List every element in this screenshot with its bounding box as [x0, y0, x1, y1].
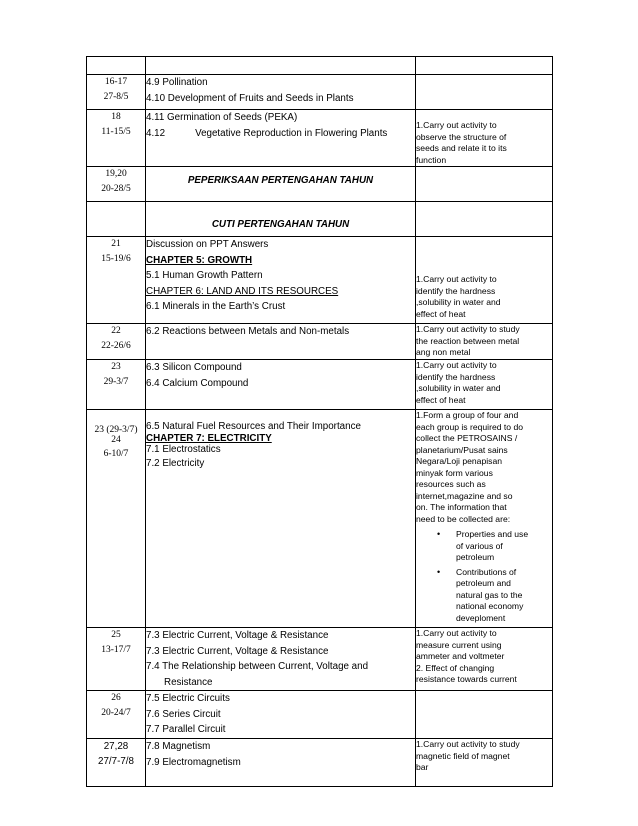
table-row [87, 324, 553, 360]
activity-cell [416, 691, 553, 739]
topic-line [146, 126, 415, 142]
activity-line: each group is required to do [416, 421, 524, 432]
topic-line: 4.10 Development of Fruits and Seeds in Plants [146, 92, 354, 104]
topic-cell [146, 110, 416, 167]
topic-cell [146, 324, 416, 360]
topic-line: 4.11 Germination of Seeds (PEKA) [146, 112, 298, 123]
activity-line: measure current using [416, 639, 502, 650]
week-cell [87, 360, 146, 410]
activity-line: observe the structure of [416, 131, 507, 142]
week-number: 23 [111, 362, 121, 372]
table-row [87, 628, 553, 691]
topic-line: 4.9 Pollination [146, 77, 208, 88]
week-cell [87, 324, 146, 360]
week-number: 27,28 [103, 741, 129, 752]
chapter-heading: CHAPTER 5: GROWTH [146, 254, 253, 266]
lesson-plan-table [86, 56, 553, 787]
week-cell [87, 57, 146, 75]
activity-cell [416, 628, 553, 691]
table-row [87, 202, 553, 237]
week-number: 19,20 [105, 169, 127, 179]
activity-cell [416, 410, 553, 628]
week-dates: 20-24/7 [101, 708, 131, 718]
activity-line: planetarium/Pusat sains [416, 444, 508, 455]
table-row [87, 57, 553, 75]
week-cell [87, 110, 146, 167]
topic-cell [146, 628, 416, 691]
topic-title: Vegetative Reproduction in Flowering Plants [195, 127, 388, 139]
week-number: 18 [111, 112, 121, 122]
week-dates: 27/7-7/8 [98, 756, 134, 767]
activity-line: 1.Carry out activity to [416, 628, 497, 638]
week-cell [87, 75, 146, 110]
topic-line: 7.4 The Relationship between Current, Voltage and [146, 661, 369, 672]
topic-line: 5.1 Human Growth Pattern [146, 270, 263, 281]
activity-line: Negara/Loji penapisan [416, 456, 503, 466]
activity-line: 1.Carry out activity to [416, 274, 497, 284]
activity-cell [416, 739, 553, 787]
activity-cell [416, 167, 553, 202]
topic-line: 7.3 Electric Current, Voltage & Resistance [146, 645, 329, 657]
week-number: 24 [111, 435, 121, 445]
activity-line: on. The information that [416, 502, 507, 512]
week-number: 23 (29-3/7) [94, 425, 138, 435]
activity-line: resistance towards current [416, 674, 517, 684]
topic-line: 6.3 Silicon Compound [146, 362, 242, 373]
topic-line: 7.3 Electric Current, Voltage & Resistance [146, 630, 329, 641]
week-number: 22 [111, 326, 121, 336]
bullet-line: petroleum [456, 552, 495, 562]
topic-number: 4.12 [146, 127, 166, 139]
topic-line: Resistance [164, 676, 213, 688]
activity-line: resources such as [416, 479, 486, 489]
topic-cell [146, 739, 416, 787]
table-row [87, 167, 553, 202]
topic-line: 6.2 Reactions between Metals and Non-metals [146, 326, 350, 337]
bullet-line: Properties and use [456, 529, 529, 539]
week-cell [87, 237, 146, 324]
week-dates: 6-10/7 [103, 449, 129, 459]
week-dates: 15-19/6 [101, 254, 131, 264]
table-row [87, 360, 553, 410]
table-row [87, 739, 553, 787]
bullet-icon: • [437, 529, 441, 539]
holiday-heading: CUTI PERTENGAHAN TAHUN [146, 202, 416, 237]
bullet-icon: • [437, 566, 441, 577]
chapter-heading: CHAPTER 6: LAND AND ITS RESOURCES [146, 285, 339, 297]
table-row [87, 237, 553, 324]
topic-cell [146, 691, 416, 739]
activity-line: collect the PETROSAINS / [416, 433, 518, 443]
topic-cell [146, 360, 416, 410]
week-number: 26 [111, 693, 121, 703]
activity-line: 1.Carry out activity to [416, 360, 497, 370]
activity-line: the reaction between metal [416, 335, 520, 346]
activity-line: need to be collected are: [416, 513, 511, 524]
topic-line: 7.8 Magnetism [146, 741, 211, 752]
activity-line: 1.Form a group of four and [416, 410, 519, 420]
activity-line: ammeter and voltmeter [416, 651, 505, 661]
table-row [87, 75, 553, 110]
activity-line: effect of heat [416, 394, 466, 405]
week-number: 16-17 [104, 77, 128, 87]
chapter-heading: CHAPTER 7: ELECTRICITY [146, 433, 272, 444]
topic-line: 7.5 Electric Circuits [146, 693, 230, 704]
bullet-line: petroleum and [456, 578, 511, 588]
week-dates: 29-3/7 [103, 377, 129, 387]
activity-cell [416, 57, 553, 75]
bullet-line: of various of [456, 540, 503, 551]
week-cell [87, 167, 146, 202]
topic-line: 6.1 Minerals in the Earth’s Crust [146, 301, 286, 312]
week-cell [87, 739, 146, 787]
activity-line: identify the hardness [416, 285, 496, 296]
activity-line: function [416, 154, 447, 165]
week-cell [87, 628, 146, 691]
exam-heading: PEPERIKSAAN PERTENGAHAN TAHUN [146, 167, 416, 202]
topic-line: 7.6 Series Circuit [146, 708, 221, 720]
activity-cell [416, 324, 553, 360]
bullet-line: deveploment [456, 612, 506, 623]
topic-line: 7.9 Electromagnetism [146, 756, 241, 768]
topic-line: 7.2 Electricity [146, 458, 205, 469]
week-dates: 13-17/7 [101, 645, 131, 655]
week-cell [87, 410, 146, 628]
bullet-item [437, 529, 538, 564]
topic-line: 6.5 Natural Fuel Resources and Their Importance [146, 421, 361, 432]
bullet-line: natural gas to the [456, 589, 523, 600]
topic-cell [146, 75, 416, 110]
week-dates: 11-15/5 [101, 127, 131, 137]
bullet-item [437, 566, 538, 625]
week-number: 25 [111, 630, 121, 640]
activity-line: ,solubility in water and [416, 383, 501, 393]
activity-line: ang non metal [416, 347, 471, 357]
topic-line: Discussion on PPT Answers [146, 239, 269, 250]
activity-line: magnetic field of magnet [416, 750, 510, 761]
activity-line: 1.Carry out activity to study [416, 739, 520, 749]
week-number: 21 [111, 239, 121, 249]
week-dates: 22-26/6 [101, 341, 131, 351]
activity-cell [416, 237, 553, 324]
topic-line: 6.4 Calcium Compound [146, 377, 249, 389]
week-dates: 27-8/5 [103, 92, 129, 102]
topic-cell [146, 57, 416, 75]
topic-line: 7.1 Electrostatics [146, 444, 221, 455]
table-row [87, 110, 553, 167]
activity-cell [416, 360, 553, 410]
activity-bullet-list [416, 529, 552, 624]
activity-line: 2. Effect of changing [416, 662, 495, 673]
activity-line: 1.Carry out activity to study [416, 324, 520, 334]
activity-line: internet,magazine and so [416, 490, 513, 501]
topic-cell [146, 410, 416, 628]
activity-cell [416, 75, 553, 110]
week-cell [87, 691, 146, 739]
week-dates: 20-28/5 [101, 184, 131, 194]
topic-line: 7.7 Parallel Circuit [146, 724, 226, 735]
activity-cell [416, 110, 553, 167]
activity-line: bar [416, 762, 429, 772]
activity-line: ,solubility in water and [416, 297, 501, 307]
activity-line: minyak form various [416, 467, 493, 478]
activity-cell [416, 202, 553, 237]
topic-cell [146, 237, 416, 324]
week-cell [87, 202, 146, 237]
bullet-line: Contributions of [456, 566, 517, 577]
table-row [87, 410, 553, 628]
activity-line: effect of heat [416, 308, 466, 319]
bullet-line: national economy [456, 601, 524, 611]
activity-line: seeds and relate it to its [416, 143, 507, 153]
activity-line: 1.Carry out activity to [416, 120, 497, 130]
activity-line: identify the hardness [416, 371, 496, 382]
table-row [87, 691, 553, 739]
